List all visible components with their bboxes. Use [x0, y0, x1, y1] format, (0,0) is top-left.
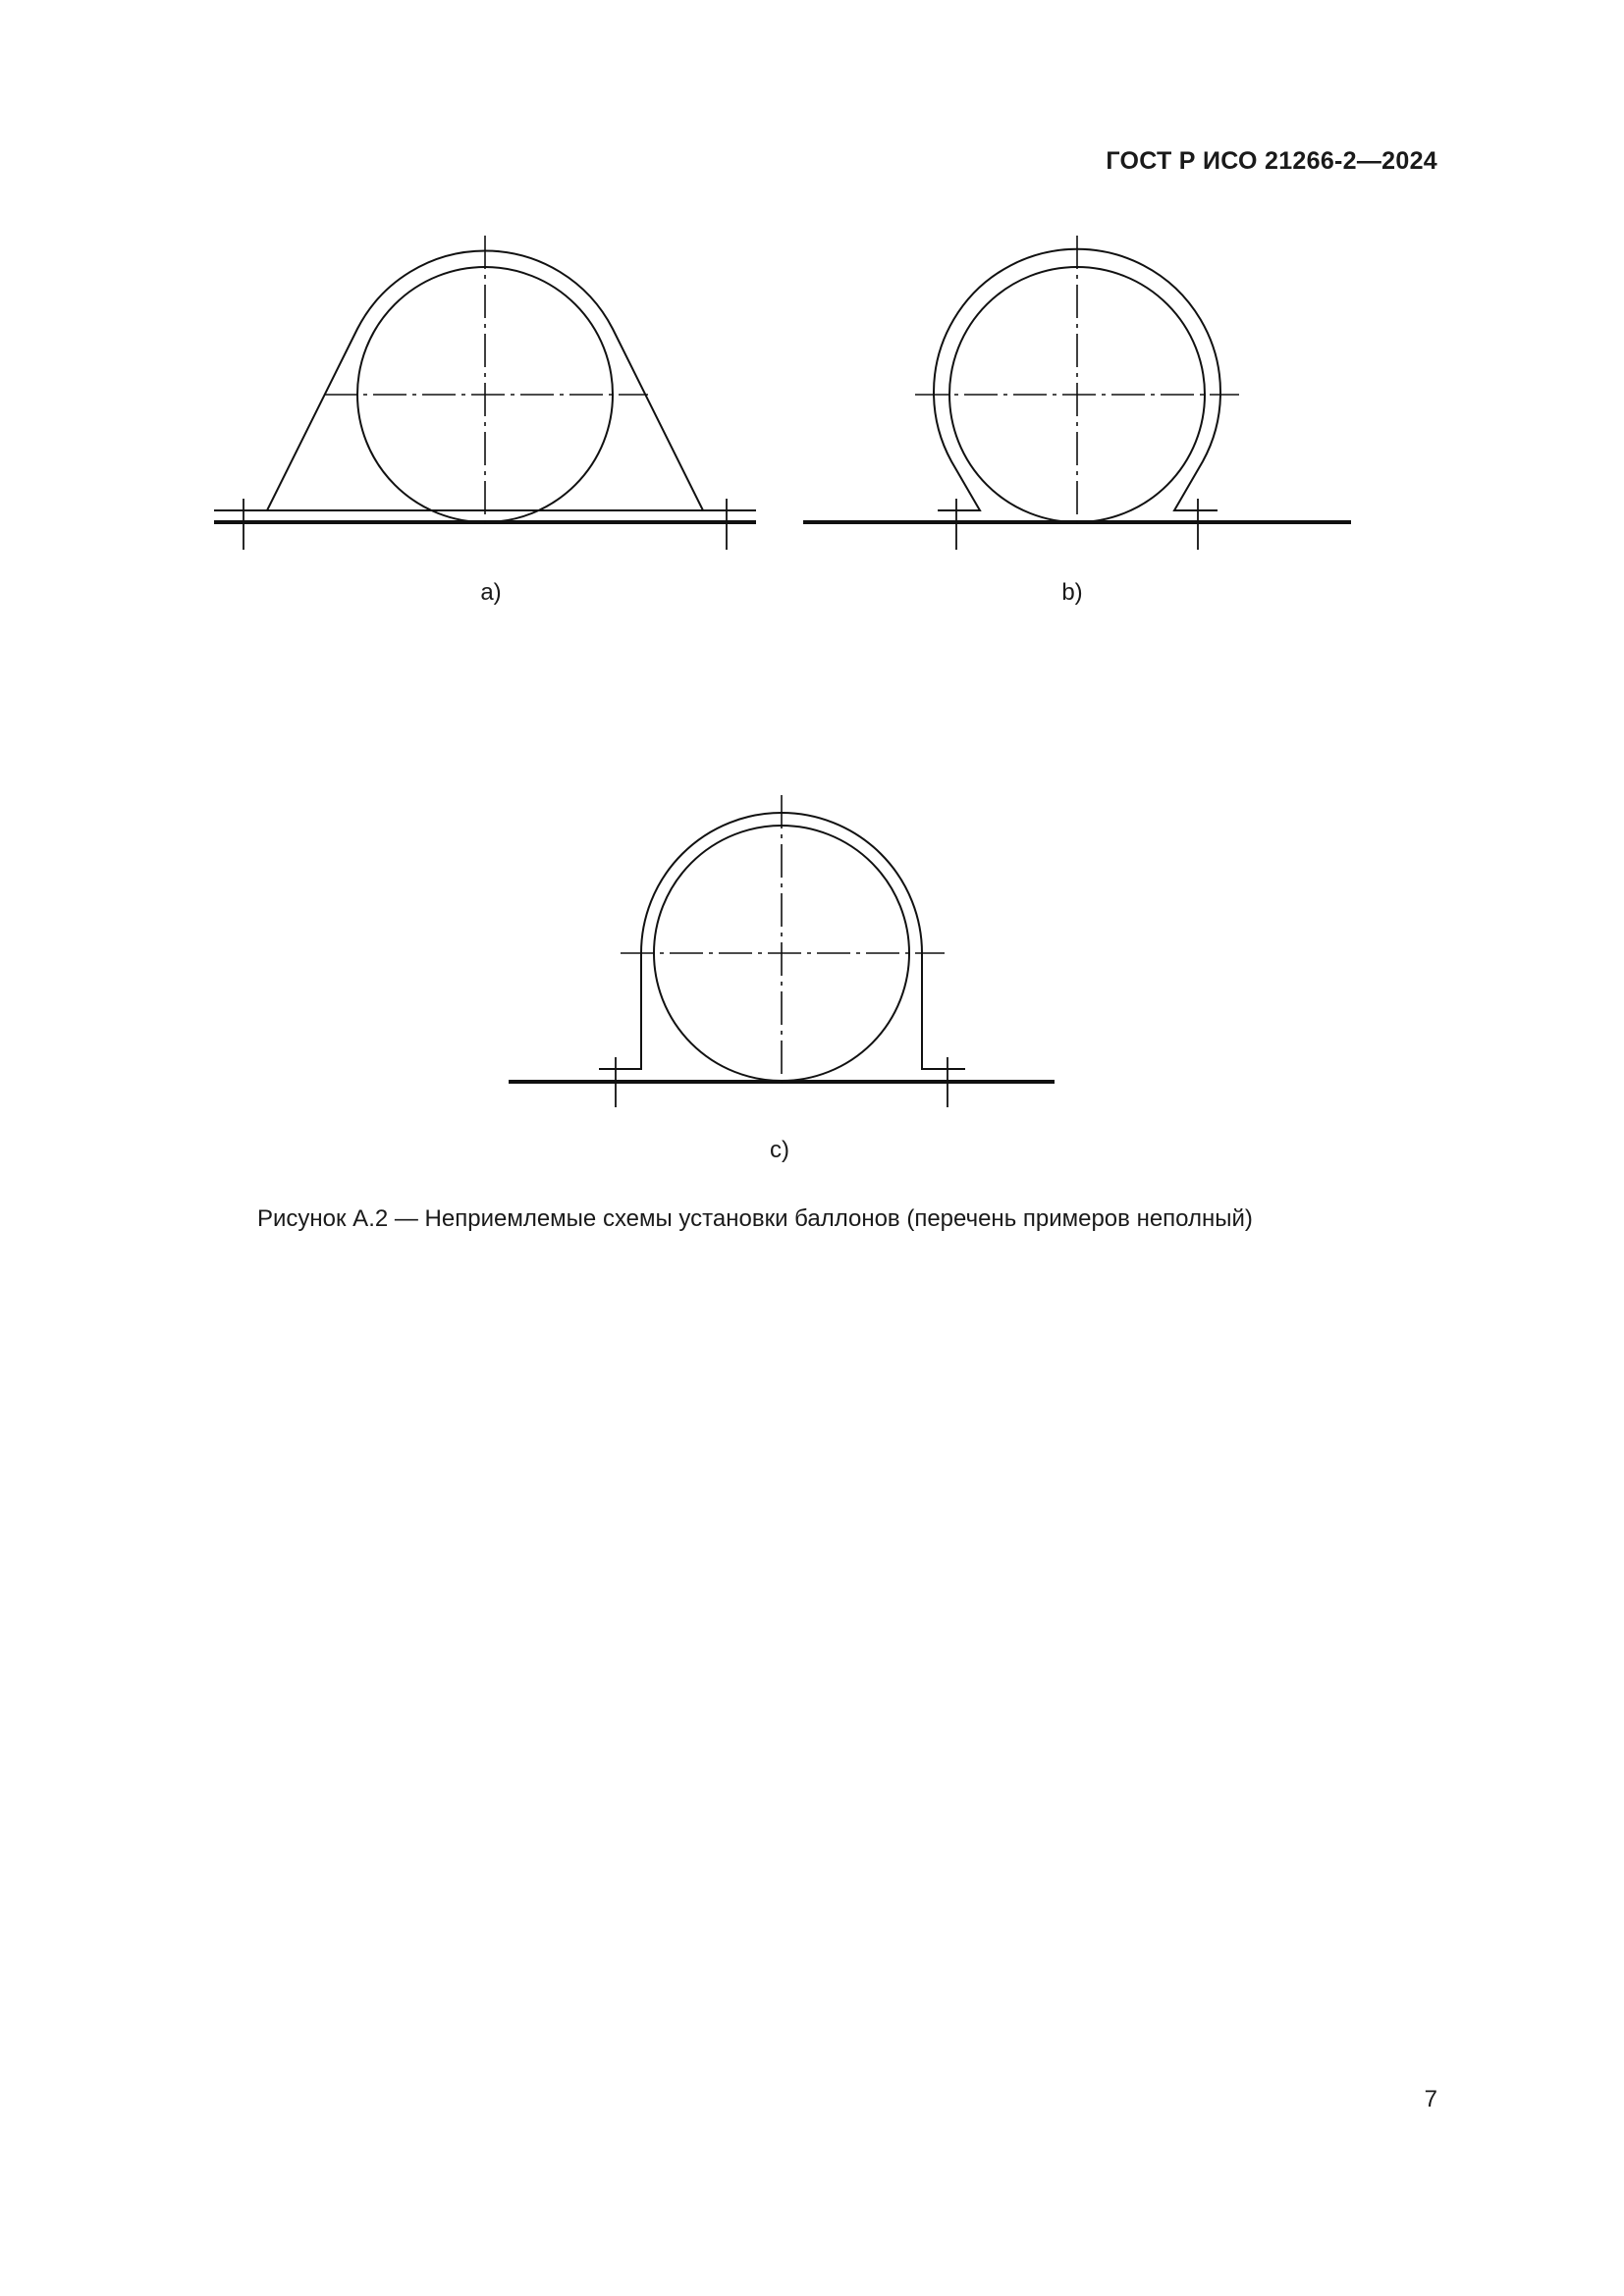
document-header: ГОСТ Р ИСО 21266-2—2024	[1106, 147, 1437, 175]
page-number: 7	[1424, 2086, 1437, 2112]
figure-label-c: c)	[770, 1137, 789, 1163]
figure-label-a: a)	[480, 579, 502, 606]
figure-caption: Рисунок А.2 — Неприемлемые схемы установки баллонов (перечень примеров неполный)	[257, 1205, 1253, 1232]
figure-label-b: b)	[1061, 579, 1083, 606]
